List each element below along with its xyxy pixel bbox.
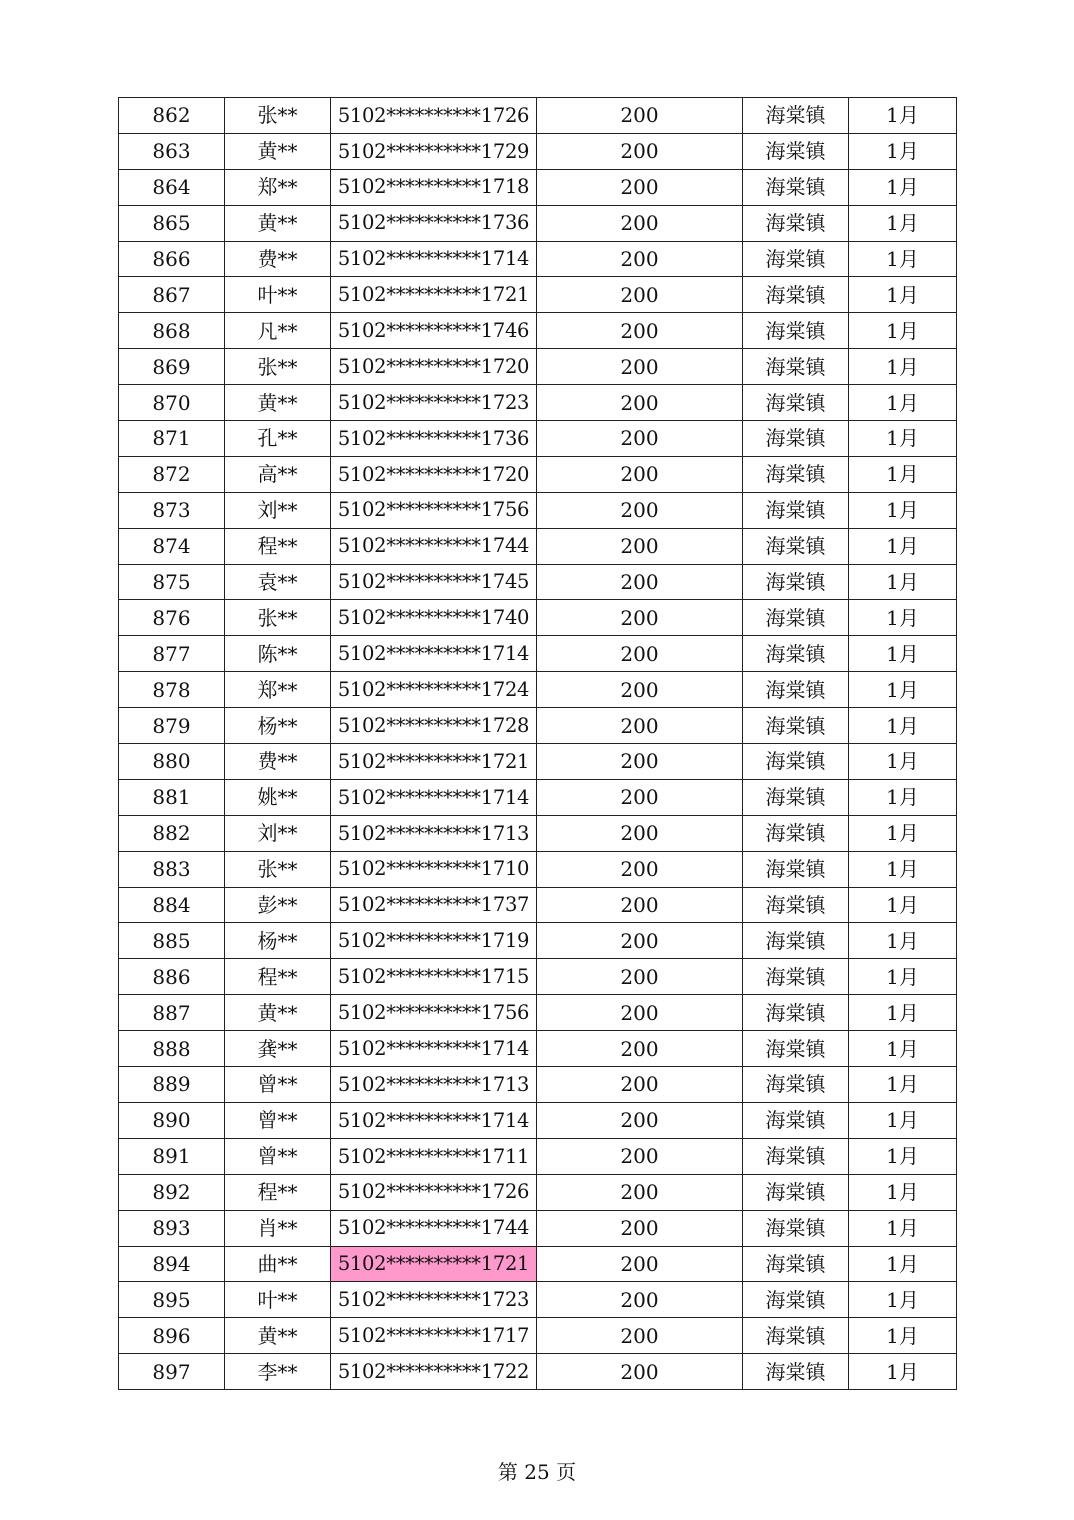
cell-amount: 200: [537, 1102, 743, 1138]
cell-town: 海棠镇: [743, 205, 849, 241]
cell-town: 海棠镇: [743, 672, 849, 708]
cell-amount: 200: [537, 564, 743, 600]
cell-number: 866: [119, 241, 225, 277]
cell-id-number: 5102**********1718: [331, 169, 537, 205]
cell-id-number: 5102**********1713: [331, 815, 537, 851]
cell-amount: 200: [537, 1210, 743, 1246]
cell-name: 张**: [225, 349, 331, 385]
cell-town: 海棠镇: [743, 1138, 849, 1174]
cell-name: 杨**: [225, 708, 331, 744]
table-row: [119, 169, 957, 205]
cell-amount: 200: [537, 98, 743, 134]
cell-name: 程**: [225, 959, 331, 995]
cell-number: 864: [119, 169, 225, 205]
table-row: [119, 744, 957, 780]
cell-amount: 200: [537, 492, 743, 528]
cell-id-number: 5102**********1726: [331, 1174, 537, 1210]
table-row: [119, 456, 957, 492]
roster-body: [119, 98, 957, 1390]
cell-name: 孔**: [225, 421, 331, 457]
cell-name: 张**: [225, 851, 331, 887]
cell-month: 1月: [849, 708, 957, 744]
cell-number: 875: [119, 564, 225, 600]
cell-town: 海棠镇: [743, 169, 849, 205]
cell-name: 陈**: [225, 636, 331, 672]
cell-name: 郑**: [225, 169, 331, 205]
cell-month: 1月: [849, 672, 957, 708]
cell-number: 888: [119, 1031, 225, 1067]
cell-id-number: 5102**********1729: [331, 133, 537, 169]
cell-amount: 200: [537, 1138, 743, 1174]
cell-month: 1月: [849, 959, 957, 995]
cell-id-number: 5102**********1711: [331, 1138, 537, 1174]
cell-amount: 200: [537, 672, 743, 708]
cell-amount: 200: [537, 349, 743, 385]
cell-month: 1月: [849, 1174, 957, 1210]
cell-amount: 200: [537, 1031, 743, 1067]
cell-month: 1月: [849, 995, 957, 1031]
cell-id-number: 5102**********1720: [331, 456, 537, 492]
cell-month: 1月: [849, 564, 957, 600]
cell-name: 黄**: [225, 385, 331, 421]
cell-town: 海棠镇: [743, 815, 849, 851]
cell-month: 1月: [849, 421, 957, 457]
table-row: [119, 851, 957, 887]
cell-name: 张**: [225, 600, 331, 636]
cell-name: 刘**: [225, 492, 331, 528]
cell-id-number: 5102**********1737: [331, 887, 537, 923]
cell-number: 886: [119, 959, 225, 995]
cell-amount: 200: [537, 995, 743, 1031]
cell-id-number: 5102**********1736: [331, 421, 537, 457]
table-row: [119, 205, 957, 241]
cell-id-number: 5102**********1713: [331, 1067, 537, 1103]
table-row: [119, 277, 957, 313]
cell-month: 1月: [849, 1318, 957, 1354]
cell-name: 叶**: [225, 277, 331, 313]
cell-amount: 200: [537, 456, 743, 492]
table-row: [119, 1138, 957, 1174]
cell-town: 海棠镇: [743, 385, 849, 421]
cell-month: 1月: [849, 349, 957, 385]
cell-town: 海棠镇: [743, 1318, 849, 1354]
table-row: [119, 995, 957, 1031]
table-row: [119, 887, 957, 923]
cell-month: 1月: [849, 1138, 957, 1174]
cell-id-number: 5102**********1715: [331, 959, 537, 995]
cell-number: 882: [119, 815, 225, 851]
cell-name: 费**: [225, 241, 331, 277]
cell-id-number: 5102**********1728: [331, 708, 537, 744]
cell-name: 高**: [225, 456, 331, 492]
cell-amount: 200: [537, 851, 743, 887]
cell-number: 879: [119, 708, 225, 744]
cell-id-number: 5102**********1714: [331, 779, 537, 815]
cell-number: 863: [119, 133, 225, 169]
cell-number: 887: [119, 995, 225, 1031]
cell-town: 海棠镇: [743, 277, 849, 313]
cell-number: 876: [119, 600, 225, 636]
cell-amount: 200: [537, 887, 743, 923]
table-row: [119, 636, 957, 672]
cell-amount: 200: [537, 815, 743, 851]
cell-town: 海棠镇: [743, 1282, 849, 1318]
cell-id-number: 5102**********1721: [331, 744, 537, 780]
cell-amount: 200: [537, 385, 743, 421]
cell-number: 884: [119, 887, 225, 923]
cell-number: 892: [119, 1174, 225, 1210]
cell-id-number: 5102**********1719: [331, 923, 537, 959]
cell-number: 889: [119, 1067, 225, 1103]
cell-month: 1月: [849, 385, 957, 421]
table-row: [119, 313, 957, 349]
cell-month: 1月: [849, 98, 957, 134]
cell-name: 程**: [225, 1174, 331, 1210]
cell-month: 1月: [849, 744, 957, 780]
cell-id-number: 5102**********1723: [331, 1282, 537, 1318]
cell-amount: 200: [537, 1318, 743, 1354]
table-row: [119, 1354, 957, 1390]
cell-town: 海棠镇: [743, 456, 849, 492]
cell-id-number: 5102**********1723: [331, 385, 537, 421]
cell-month: 1月: [849, 1102, 957, 1138]
cell-id-number: 5102**********1721: [331, 277, 537, 313]
cell-town: 海棠镇: [743, 1210, 849, 1246]
cell-town: 海棠镇: [743, 98, 849, 134]
cell-number: 881: [119, 779, 225, 815]
cell-month: 1月: [849, 313, 957, 349]
cell-id-number: 5102**********1745: [331, 564, 537, 600]
cell-id-number: 5102**********1724: [331, 672, 537, 708]
table-row: [119, 815, 957, 851]
cell-town: 海棠镇: [743, 492, 849, 528]
cell-id-number: 5102**********1714: [331, 241, 537, 277]
cell-name: 曾**: [225, 1067, 331, 1103]
cell-name: 龚**: [225, 1031, 331, 1067]
cell-amount: 200: [537, 313, 743, 349]
cell-amount: 200: [537, 241, 743, 277]
cell-name: 刘**: [225, 815, 331, 851]
cell-id-number: 5102**********1710: [331, 851, 537, 887]
cell-town: 海棠镇: [743, 851, 849, 887]
cell-name: 费**: [225, 744, 331, 780]
cell-number: 880: [119, 744, 225, 780]
cell-name: 黄**: [225, 1318, 331, 1354]
cell-month: 1月: [849, 600, 957, 636]
cell-town: 海棠镇: [743, 1246, 849, 1282]
cell-amount: 200: [537, 528, 743, 564]
table-row: [119, 779, 957, 815]
cell-number: 893: [119, 1210, 225, 1246]
table-row: [119, 600, 957, 636]
cell-amount: 200: [537, 708, 743, 744]
table-row: [119, 1318, 957, 1354]
cell-id-number: 5102**********1736: [331, 205, 537, 241]
cell-month: 1月: [849, 528, 957, 564]
cell-amount: 200: [537, 744, 743, 780]
cell-number: 862: [119, 98, 225, 134]
cell-number: 878: [119, 672, 225, 708]
table-row: [119, 1031, 957, 1067]
cell-town: 海棠镇: [743, 1102, 849, 1138]
table-row: [119, 1174, 957, 1210]
table-row: [119, 1067, 957, 1103]
table-row: [119, 1246, 957, 1282]
cell-town: 海棠镇: [743, 349, 849, 385]
cell-town: 海棠镇: [743, 1174, 849, 1210]
cell-amount: 200: [537, 1282, 743, 1318]
cell-month: 1月: [849, 277, 957, 313]
cell-name: 凡**: [225, 313, 331, 349]
cell-amount: 200: [537, 1354, 743, 1390]
cell-number: 883: [119, 851, 225, 887]
cell-month: 1月: [849, 1282, 957, 1318]
cell-amount: 200: [537, 1067, 743, 1103]
cell-town: 海棠镇: [743, 421, 849, 457]
cell-month: 1月: [849, 1067, 957, 1103]
cell-amount: 200: [537, 205, 743, 241]
cell-name: 叶**: [225, 1282, 331, 1318]
cell-month: 1月: [849, 241, 957, 277]
cell-id-number: 5102**********1746: [331, 313, 537, 349]
cell-name: 程**: [225, 528, 331, 564]
cell-amount: 200: [537, 277, 743, 313]
cell-number: 874: [119, 528, 225, 564]
cell-amount: 200: [537, 421, 743, 457]
cell-name: 黄**: [225, 995, 331, 1031]
cell-amount: 200: [537, 636, 743, 672]
table-row: [119, 923, 957, 959]
cell-number: 894: [119, 1246, 225, 1282]
cell-number: 871: [119, 421, 225, 457]
cell-number: 873: [119, 492, 225, 528]
cell-month: 1月: [849, 133, 957, 169]
cell-id-number: 5102**********1721: [331, 1246, 537, 1282]
cell-id-number: 5102**********1717: [331, 1318, 537, 1354]
cell-amount: 200: [537, 959, 743, 995]
cell-number: 865: [119, 205, 225, 241]
table-row: [119, 241, 957, 277]
cell-town: 海棠镇: [743, 528, 849, 564]
table-row: [119, 1102, 957, 1138]
cell-town: 海棠镇: [743, 564, 849, 600]
cell-number: 872: [119, 456, 225, 492]
table-row: [119, 492, 957, 528]
cell-month: 1月: [849, 779, 957, 815]
cell-id-number: 5102**********1720: [331, 349, 537, 385]
cell-number: 891: [119, 1138, 225, 1174]
cell-month: 1月: [849, 205, 957, 241]
cell-number: 885: [119, 923, 225, 959]
cell-number: 895: [119, 1282, 225, 1318]
cell-town: 海棠镇: [743, 995, 849, 1031]
cell-id-number: 5102**********1714: [331, 1031, 537, 1067]
cell-town: 海棠镇: [743, 636, 849, 672]
cell-name: 曾**: [225, 1102, 331, 1138]
cell-name: 曾**: [225, 1138, 331, 1174]
cell-town: 海棠镇: [743, 1354, 849, 1390]
cell-id-number: 5102**********1722: [331, 1354, 537, 1390]
table-row: [119, 672, 957, 708]
roster-table: [118, 97, 957, 1390]
cell-number: 890: [119, 1102, 225, 1138]
cell-amount: 200: [537, 779, 743, 815]
cell-name: 李**: [225, 1354, 331, 1390]
table-row: [119, 385, 957, 421]
cell-month: 1月: [849, 923, 957, 959]
cell-town: 海棠镇: [743, 887, 849, 923]
cell-month: 1月: [849, 1246, 957, 1282]
cell-number: 869: [119, 349, 225, 385]
table-row: [119, 421, 957, 457]
cell-name: 姚**: [225, 779, 331, 815]
cell-month: 1月: [849, 1354, 957, 1390]
cell-id-number: 5102**********1714: [331, 1102, 537, 1138]
cell-id-number: 5102**********1756: [331, 492, 537, 528]
cell-month: 1月: [849, 887, 957, 923]
table-row: [119, 564, 957, 600]
cell-town: 海棠镇: [743, 133, 849, 169]
cell-name: 曲**: [225, 1246, 331, 1282]
cell-name: 杨**: [225, 923, 331, 959]
cell-number: 897: [119, 1354, 225, 1390]
cell-town: 海棠镇: [743, 959, 849, 995]
cell-amount: 200: [537, 169, 743, 205]
cell-id-number: 5102**********1744: [331, 1210, 537, 1246]
cell-name: 肖**: [225, 1210, 331, 1246]
cell-amount: 200: [537, 1246, 743, 1282]
table-row: [119, 133, 957, 169]
table-row: [119, 1210, 957, 1246]
table-row: [119, 1282, 957, 1318]
table-row: [119, 528, 957, 564]
cell-month: 1月: [849, 815, 957, 851]
cell-number: 867: [119, 277, 225, 313]
cell-amount: 200: [537, 1174, 743, 1210]
cell-amount: 200: [537, 600, 743, 636]
cell-month: 1月: [849, 1210, 957, 1246]
cell-name: 张**: [225, 98, 331, 134]
table-row: [119, 708, 957, 744]
cell-town: 海棠镇: [743, 313, 849, 349]
cell-name: 黄**: [225, 133, 331, 169]
cell-month: 1月: [849, 169, 957, 205]
cell-town: 海棠镇: [743, 241, 849, 277]
page-number: 第 25 页: [497, 1460, 577, 1484]
cell-month: 1月: [849, 1031, 957, 1067]
cell-number: 868: [119, 313, 225, 349]
cell-number: 877: [119, 636, 225, 672]
cell-town: 海棠镇: [743, 1067, 849, 1103]
cell-name: 郑**: [225, 672, 331, 708]
cell-amount: 200: [537, 133, 743, 169]
cell-id-number: 5102**********1726: [331, 98, 537, 134]
table-row: [119, 98, 957, 134]
cell-month: 1月: [849, 456, 957, 492]
table-row: [119, 349, 957, 385]
cell-number: 870: [119, 385, 225, 421]
cell-amount: 200: [537, 923, 743, 959]
cell-id-number: 5102**********1740: [331, 600, 537, 636]
cell-month: 1月: [849, 492, 957, 528]
cell-number: 896: [119, 1318, 225, 1354]
cell-name: 彭**: [225, 887, 331, 923]
cell-town: 海棠镇: [743, 779, 849, 815]
cell-name: 黄**: [225, 205, 331, 241]
table-row: [119, 959, 957, 995]
cell-town: 海棠镇: [743, 708, 849, 744]
cell-month: 1月: [849, 636, 957, 672]
cell-id-number: 5102**********1744: [331, 528, 537, 564]
cell-month: 1月: [849, 851, 957, 887]
cell-town: 海棠镇: [743, 744, 849, 780]
cell-name: 袁**: [225, 564, 331, 600]
cell-town: 海棠镇: [743, 923, 849, 959]
cell-id-number: 5102**********1714: [331, 636, 537, 672]
cell-id-number: 5102**********1756: [331, 995, 537, 1031]
cell-town: 海棠镇: [743, 1031, 849, 1067]
cell-town: 海棠镇: [743, 600, 849, 636]
